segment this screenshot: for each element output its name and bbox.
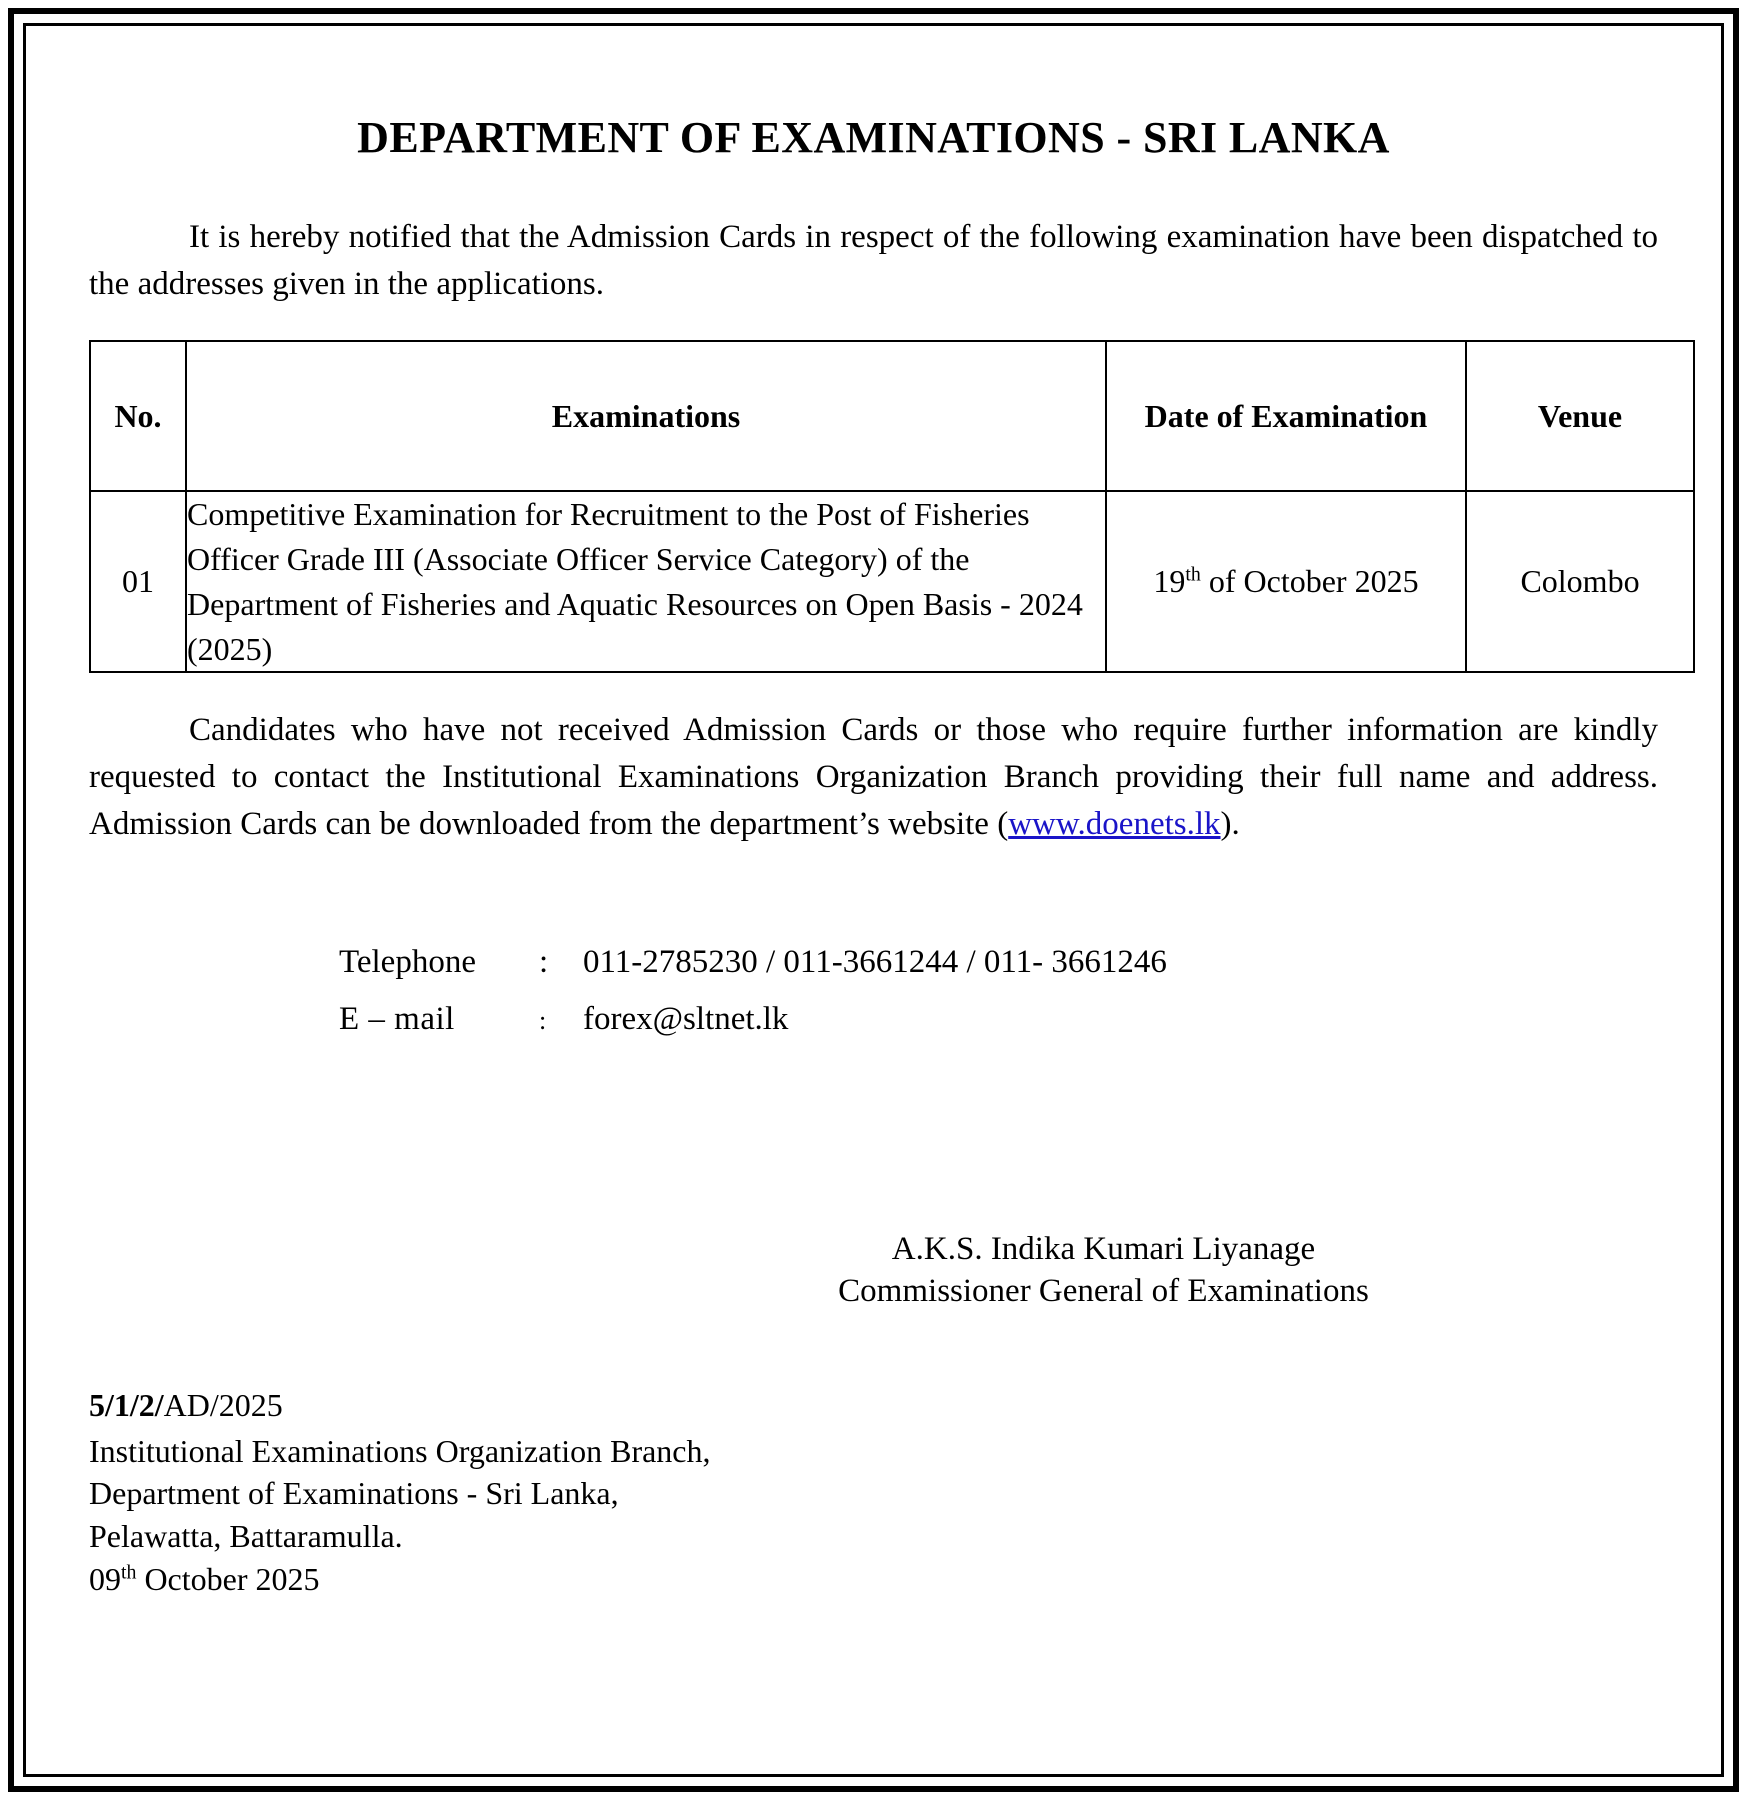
reference-number-suffix: AD/2025 xyxy=(163,1387,283,1424)
signatory-name: A.K.S. Indika Kumari Liyanage xyxy=(891,1230,1316,1267)
document-inner-border xyxy=(23,23,1724,1777)
cell-date-day: 19 xyxy=(1153,563,1186,600)
telephone-label: Telephone xyxy=(339,943,476,980)
footer-date xyxy=(89,1558,1658,1601)
table-header-row xyxy=(90,341,1694,491)
cell-date-ordinal: th xyxy=(1185,563,1201,586)
column-header-date: Date of Examination xyxy=(1106,341,1466,491)
footer-address-line-3: Pelawatta, Battaramulla. xyxy=(89,1517,403,1554)
column-header-examinations: Examinations xyxy=(186,341,1106,491)
notice-text-after-link: ). xyxy=(1220,806,1240,843)
footer-address-line-1: Institutional Examinations Organization Branch, xyxy=(89,1432,711,1469)
document-outer-border xyxy=(8,8,1739,1792)
email-colon: : xyxy=(539,1005,547,1035)
reference-number-prefix: 5/1/2/ xyxy=(89,1387,164,1424)
footer-address-line-2: Department of Examinations - Sri Lanka, xyxy=(89,1475,619,1512)
cell-date xyxy=(1106,491,1466,672)
telephone-row xyxy=(339,944,1658,981)
footer-date-rest: October 2025 xyxy=(136,1560,320,1597)
email-label: E – mail xyxy=(339,1000,455,1037)
signatory-designation: Commissioner General of Examinations xyxy=(838,1273,1369,1310)
email-value: forex@sltnet.lk xyxy=(583,1000,789,1037)
page-title: DEPARTMENT OF EXAMINATIONS - SRI LANKA xyxy=(357,113,1390,162)
intro-paragraph: It is hereby notified that the Admission Cards in respect of the following examination have been dispatched to the addresses given in the applications. xyxy=(89,219,1658,303)
cell-examination: Competitive Examination for Recruitment to the Post of Fisheries Officer Grade III (Associate Officer Service Category) of the Department of Fisheries and Aquatic Resources on Open Basis - 2024 (2025) xyxy=(186,491,1106,672)
notice-text-before-link: Candidates who have not received Admission Cards or those who require further information are kindly requested to contact the Institutional Examinations Organization Branch providing their full name and address. Admission Cards can be downloaded from the department’s website ( xyxy=(89,712,1658,843)
footer-date-day: 09 xyxy=(89,1560,121,1597)
cell-no: 01 xyxy=(90,491,186,672)
footer-block xyxy=(89,1384,1658,1600)
document-content xyxy=(26,26,1721,1774)
cell-date-rest: of October 2025 xyxy=(1200,563,1419,600)
telephone-value: 011-2785230 / 011-3661244 / 011- 3661246 xyxy=(583,943,1167,980)
footer-date-ordinal: th xyxy=(121,1560,137,1583)
reference-number xyxy=(89,1384,1658,1427)
notice-paragraph xyxy=(89,707,1658,848)
telephone-colon: : xyxy=(539,943,549,980)
email-row xyxy=(339,1001,1658,1038)
signature-block xyxy=(89,1228,1658,1312)
contact-block xyxy=(89,944,1658,1038)
column-header-venue: Venue xyxy=(1466,341,1694,491)
column-header-no: No. xyxy=(90,341,186,491)
doenets-website-link[interactable]: www.doenets.lk xyxy=(1008,806,1221,843)
table-row xyxy=(90,491,1694,672)
cell-venue: Colombo xyxy=(1466,491,1694,672)
examinations-table xyxy=(89,340,1695,673)
